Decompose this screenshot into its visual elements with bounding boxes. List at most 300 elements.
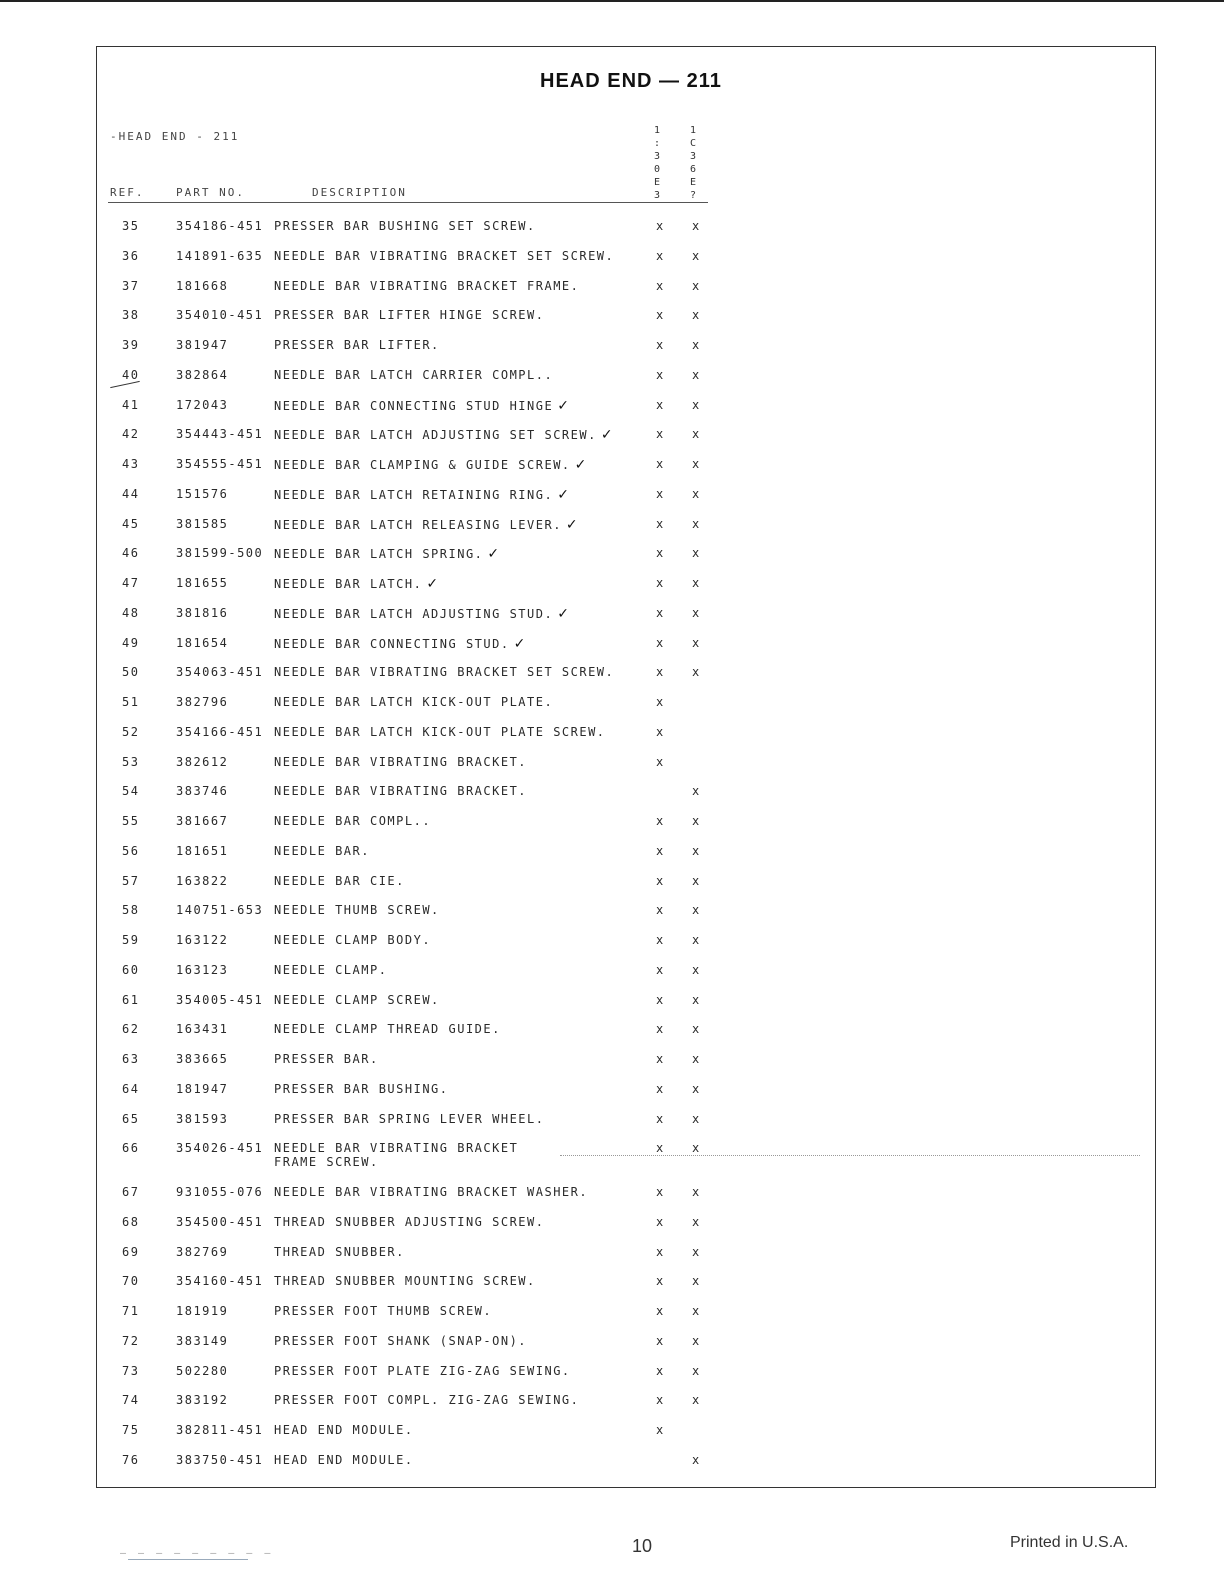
- description-text: PRESSER BAR.: [274, 1052, 379, 1066]
- table-row: [0, 1453, 1224, 1481]
- model-2-mark-text: x: [692, 635, 701, 650]
- ref-number: [122, 308, 139, 322]
- part-number-text: 354186-451: [176, 219, 264, 233]
- part-number-text: 181919: [176, 1304, 229, 1318]
- model-2-mark-text: x: [692, 367, 701, 382]
- model-1-mark: [656, 1215, 665, 1229]
- part-number-text: 140751-653: [176, 903, 264, 918]
- model-2-mark: [692, 606, 701, 620]
- model-2-mark: [692, 219, 701, 233]
- part-number-text: 354010-451: [176, 308, 264, 323]
- table-row: [0, 1423, 1224, 1451]
- table-row: [0, 398, 1224, 426]
- model-2-mark-text: x: [692, 278, 701, 293]
- ref-number-text: 51: [122, 695, 140, 709]
- ref-number: [122, 1423, 139, 1437]
- ref-number: [122, 368, 139, 382]
- description: [274, 1141, 518, 1169]
- ref-number-text: 46: [122, 546, 140, 561]
- part-number-text: 382864: [176, 367, 229, 382]
- model-2-mark-text: x: [692, 427, 701, 442]
- model-2-mark: [692, 457, 701, 471]
- model-column-char: E: [653, 177, 661, 188]
- ref-number-text: 55: [122, 814, 140, 828]
- description: [274, 606, 570, 622]
- header-part-no: PART NO.: [176, 186, 245, 199]
- model-2-mark-text: x: [692, 576, 701, 590]
- model-1-mark: [656, 1112, 665, 1126]
- model-1-mark: [656, 725, 665, 739]
- description-text: PRESSER BAR LIFTER HINGE SCREW.: [274, 308, 545, 323]
- part-number: [176, 963, 228, 977]
- part-number-text: 381816: [176, 605, 229, 620]
- part-number-text: 382612: [176, 754, 229, 769]
- description-text: PRESSER FOOT SHANK (SNAP-ON).: [274, 1333, 528, 1348]
- model-column-char: 3: [689, 151, 697, 162]
- model-1-mark-text: x: [656, 219, 665, 233]
- part-number-text: 354555-451: [176, 457, 264, 471]
- part-number: [176, 427, 263, 441]
- model-1-mark: [656, 1334, 665, 1348]
- ref-number: [122, 279, 139, 293]
- model-1-mark: [656, 427, 665, 441]
- description-text: NEEDLE BAR LATCH CARRIER COMPL..: [274, 367, 554, 382]
- table-row: [0, 1052, 1224, 1080]
- table-row: [0, 993, 1224, 1021]
- part-number-text: 151576: [176, 486, 229, 501]
- ref-number-text: 63: [122, 1052, 140, 1066]
- table-row: [0, 963, 1224, 991]
- model-2-mark: [692, 784, 701, 798]
- table-row: [0, 219, 1224, 247]
- part-number-text: 354160-451: [176, 1274, 264, 1289]
- part-number: [176, 279, 228, 293]
- model-1-mark: [656, 903, 665, 917]
- description: [274, 665, 614, 679]
- table-row: [0, 308, 1224, 336]
- table-row: [0, 636, 1224, 664]
- ref-number: [122, 1453, 139, 1467]
- footer-underline: [128, 1559, 248, 1560]
- ref-number-text: 71: [122, 1304, 140, 1318]
- header-description: DESCRIPTION: [312, 186, 407, 199]
- table-row: [0, 368, 1224, 396]
- description-text: NEEDLE BAR VIBRATING BRACKET.: [274, 754, 528, 769]
- part-number-text: 381593: [176, 1111, 229, 1126]
- ref-number: [122, 338, 139, 352]
- printed-in: Printed in U.S.A.: [1010, 1534, 1129, 1551]
- model-2-mark: [692, 993, 701, 1007]
- table-row: [0, 1245, 1224, 1273]
- model-1-mark: [656, 546, 665, 560]
- ref-number: [122, 695, 139, 709]
- description: [274, 844, 370, 858]
- description-text: NEEDLE BAR CONNECTING STUD HINGE: [274, 398, 554, 413]
- model-1-mark: [656, 844, 665, 858]
- model-2-mark-text: x: [692, 1393, 701, 1408]
- part-number: [176, 1112, 228, 1126]
- ref-number: [122, 219, 139, 233]
- model-1-mark: [656, 219, 665, 233]
- description: [274, 1364, 571, 1378]
- ref-number: [122, 427, 139, 441]
- model-2-mark: [692, 398, 701, 412]
- table-row: [0, 1274, 1224, 1302]
- description: [274, 903, 440, 917]
- ref-number-text: 48: [122, 605, 140, 620]
- description-text: NEEDLE BAR CLAMPING & GUIDE SCREW.: [274, 458, 571, 472]
- description: [274, 1215, 544, 1229]
- table-row: [0, 755, 1224, 783]
- description-text: NEEDLE CLAMP.: [274, 962, 388, 977]
- listing-subtitle: -HEAD END - 211: [110, 130, 240, 143]
- model-2-mark: [692, 1453, 701, 1467]
- ref-number: [122, 993, 139, 1007]
- description: [274, 1052, 379, 1066]
- description-text: PRESSER BAR BUSHING SET SCREW.: [274, 219, 536, 233]
- description-text: PRESSER FOOT COMPL. ZIG-ZAG SEWING.: [274, 1393, 580, 1408]
- model-1-mark: [656, 993, 665, 1007]
- description-text: NEEDLE BAR LATCH RETAINING RING.: [274, 487, 554, 502]
- part-number-text: 354005-451: [176, 992, 264, 1007]
- part-number: [176, 844, 228, 858]
- description-text: NEEDLE BAR LATCH.: [274, 577, 423, 591]
- model-1-mark-text: x: [656, 814, 665, 828]
- model-1-mark-text: x: [656, 903, 665, 918]
- part-number: [176, 903, 263, 917]
- description-text: THREAD SNUBBER.: [274, 1244, 405, 1259]
- model-1-mark-text: x: [656, 546, 665, 561]
- part-number: [176, 665, 263, 679]
- model-1-mark-text: x: [656, 635, 665, 650]
- model-1-mark-text: x: [656, 308, 665, 323]
- model-1-mark: [656, 517, 665, 531]
- model-2-mark: [692, 1141, 701, 1155]
- description: [274, 1022, 501, 1036]
- model-2-mark-text: x: [692, 308, 701, 323]
- description-text: NEEDLE BAR VIBRATING BRACKET SET SCREW.: [274, 248, 615, 263]
- part-number-text: 382811-451: [176, 1423, 264, 1437]
- model-1-mark-text: x: [656, 1214, 665, 1229]
- model-1-mark-text: x: [656, 724, 665, 739]
- model-2-mark: [692, 338, 701, 352]
- model-2-mark: [692, 279, 701, 293]
- check-mark-icon: ✓: [565, 516, 580, 533]
- model-column-char: :: [653, 138, 661, 149]
- description: [274, 1082, 449, 1096]
- model-2-mark-text: x: [692, 516, 701, 531]
- model-1-mark: [656, 1022, 665, 1036]
- table-row: [0, 784, 1224, 812]
- model-2-mark: [692, 1364, 701, 1378]
- model-column-char: C: [689, 138, 697, 149]
- ref-number-text: 43: [122, 457, 140, 471]
- model-1-mark-text: x: [656, 1141, 665, 1156]
- model-1-mark: [656, 308, 665, 322]
- ref-number: [122, 576, 139, 590]
- model-1-mark: [656, 457, 665, 471]
- description: [274, 1453, 414, 1467]
- ref-number-text: 68: [122, 1214, 140, 1229]
- description: [274, 784, 527, 798]
- model-1-mark: [656, 665, 665, 679]
- model-2-mark-text: x: [692, 1333, 701, 1348]
- model-1-mark-text: x: [656, 962, 665, 977]
- part-number-text: 181668: [176, 278, 229, 293]
- model-2-mark: [692, 308, 701, 322]
- model-1-mark-text: x: [656, 367, 665, 382]
- model-1-mark: [656, 1304, 665, 1318]
- model-2-mark-text: x: [692, 546, 701, 561]
- model-1-mark: [656, 487, 665, 501]
- description-text: NEEDLE BAR LATCH KICK-OUT PLATE.: [274, 695, 554, 709]
- model-1-mark: [656, 1185, 665, 1199]
- description-text: NEEDLE CLAMP THREAD GUIDE.: [274, 1022, 501, 1037]
- model-2-mark: [692, 546, 701, 560]
- description: [274, 576, 440, 592]
- part-number: [176, 1082, 228, 1096]
- ref-number: [122, 814, 139, 828]
- part-number-text: 383192: [176, 1393, 229, 1408]
- model-2-mark: [692, 1215, 701, 1229]
- ref-number: [122, 398, 139, 412]
- description: [274, 427, 614, 443]
- description: [274, 1245, 405, 1259]
- model-1-mark-text: x: [656, 1333, 665, 1348]
- part-number: [176, 933, 228, 947]
- part-number-text: 383746: [176, 784, 229, 799]
- description-text: NEEDLE BAR VIBRATING BRACKET WASHER.: [274, 1185, 589, 1199]
- part-number: [176, 1334, 228, 1348]
- model-2-mark-text: x: [692, 1244, 701, 1259]
- model-1-mark: [656, 249, 665, 263]
- ref-number: [122, 1393, 139, 1407]
- description-text: NEEDLE CLAMP SCREW.: [274, 992, 440, 1007]
- model-column-char: 6: [689, 164, 697, 175]
- model-2-mark-text: x: [692, 1185, 701, 1199]
- part-number-text: 163122: [176, 933, 229, 947]
- model-2-mark-text: x: [692, 457, 701, 471]
- model-1-mark-text: x: [656, 665, 665, 680]
- model-1-mark: [656, 636, 665, 650]
- model-2-mark-text: x: [692, 1022, 701, 1037]
- description-text: HEAD END MODULE.: [274, 1423, 414, 1437]
- model-2-mark-text: x: [692, 962, 701, 977]
- description: [274, 1185, 588, 1199]
- part-number-text: 181651: [176, 843, 229, 858]
- model-1-mark-text: x: [656, 1363, 665, 1378]
- model-1-mark-text: x: [656, 605, 665, 620]
- model-2-mark: [692, 1304, 701, 1318]
- ref-number: [122, 1185, 139, 1199]
- model-1-mark-text: x: [656, 873, 665, 888]
- ref-number-text: 70: [122, 1274, 140, 1289]
- ref-number-text: 49: [122, 635, 140, 650]
- ref-number: [122, 844, 139, 858]
- model-1-mark-text: x: [656, 1185, 665, 1199]
- ref-number: [122, 755, 139, 769]
- model-1-mark-text: x: [656, 1274, 665, 1289]
- model-1-mark-text: x: [656, 992, 665, 1007]
- table-row: [0, 1185, 1224, 1213]
- description-text: NEEDLE BAR CONNECTING STUD.: [274, 636, 510, 651]
- ref-number: [122, 636, 139, 650]
- model-column-char: E: [689, 177, 697, 188]
- ref-number-text: 69: [122, 1244, 140, 1259]
- part-number: [176, 1364, 228, 1378]
- ref-number: [122, 903, 139, 917]
- model-1-mark: [656, 1052, 665, 1066]
- model-2-mark: [692, 1245, 701, 1259]
- ref-number: [122, 1215, 139, 1229]
- ref-number-text: 42: [122, 427, 140, 442]
- part-number: [176, 1393, 228, 1407]
- part-number: [176, 398, 228, 412]
- ref-number-text: 44: [122, 486, 140, 501]
- part-number: [176, 308, 263, 322]
- description-text: PRESSER BAR LIFTER.: [274, 338, 440, 352]
- check-mark-icon: ✓: [557, 486, 571, 503]
- model-2-mark-text: x: [692, 1081, 701, 1096]
- part-number: [176, 457, 263, 471]
- table-row: [0, 1334, 1224, 1362]
- description-text: NEEDLE THUMB SCREW.: [274, 903, 440, 918]
- model-1-mark: [656, 1423, 665, 1437]
- table-row: [0, 576, 1224, 604]
- part-number: [176, 874, 228, 888]
- ref-number-text: 35: [122, 219, 140, 233]
- model-2-mark-text: x: [692, 1274, 701, 1289]
- model-2-mark: [692, 933, 701, 947]
- part-number-text: 383149: [176, 1333, 229, 1348]
- table-row: [0, 606, 1224, 634]
- part-number-text: 181655: [176, 576, 229, 590]
- ref-number: [122, 1274, 139, 1288]
- description: [274, 457, 588, 473]
- check-mark-icon: ✓: [600, 427, 615, 444]
- description: [274, 308, 544, 322]
- description-text: NEEDLE BAR VIBRATING BRACKET.: [274, 784, 528, 799]
- part-number: [176, 219, 263, 233]
- model-2-mark: [692, 903, 701, 917]
- description-text: HEAD END MODULE.: [274, 1452, 414, 1467]
- model-2-mark-text: x: [692, 784, 701, 799]
- top-rule: [0, 0, 1224, 2]
- model-2-mark-text: x: [692, 1141, 701, 1156]
- description: [274, 338, 440, 352]
- ref-number-text: 60: [122, 962, 140, 977]
- model-1-mark: [656, 279, 665, 293]
- ref-number-text: 36: [122, 248, 140, 263]
- model-2-mark-text: x: [692, 248, 701, 263]
- description: [274, 546, 501, 562]
- part-number: [176, 784, 228, 798]
- part-number-text: 172043: [176, 397, 229, 412]
- model-2-mark: [692, 427, 701, 441]
- part-number-text: 163431: [176, 1022, 229, 1037]
- part-number: [176, 546, 263, 560]
- page-number: 10: [632, 1536, 653, 1556]
- model-2-mark: [692, 517, 701, 531]
- model-2-mark-text: x: [692, 814, 701, 828]
- model-column-char: 1: [689, 125, 697, 136]
- model-2-mark-text: x: [692, 1363, 701, 1378]
- ref-number-text: 41: [122, 397, 140, 412]
- check-mark-icon: ✓: [557, 397, 571, 414]
- model-2-mark-text: x: [692, 873, 701, 888]
- ref-number: [122, 487, 139, 501]
- table-row: [0, 279, 1224, 307]
- model-1-mark-text: x: [656, 1423, 665, 1437]
- model-2-mark: [692, 814, 701, 828]
- model-2-mark: [692, 1334, 701, 1348]
- model-1-mark-text: x: [656, 933, 665, 947]
- description: [274, 1274, 536, 1288]
- model-1-mark: [656, 874, 665, 888]
- table-row: [0, 517, 1224, 545]
- page-title: HEAD END — 211: [540, 70, 722, 92]
- ref-number-text: 74: [122, 1393, 140, 1408]
- model-1-mark-text: x: [656, 576, 665, 590]
- description: [274, 814, 431, 828]
- description-text: PRESSER FOOT THUMB SCREW.: [274, 1304, 493, 1318]
- description: [274, 1334, 527, 1348]
- part-number: [176, 487, 228, 501]
- description-text: NEEDLE BAR VIBRATING BRACKET: [274, 1141, 519, 1156]
- part-number-text: 383665: [176, 1052, 229, 1066]
- description-text: NEEDLE BAR VIBRATING BRACKET FRAME.: [274, 278, 580, 293]
- model-2-mark-text: x: [692, 843, 701, 858]
- description: [274, 1393, 579, 1407]
- table-row: [0, 1393, 1224, 1421]
- part-number-text: 382796: [176, 695, 229, 709]
- part-number-text: 381947: [176, 338, 229, 352]
- ref-number-text: 45: [122, 516, 140, 531]
- description: [274, 933, 431, 947]
- model-column-char: 3: [653, 151, 661, 162]
- model-1-mark: [656, 1082, 665, 1096]
- model-2-mark: [692, 1112, 701, 1126]
- model-column-char: 3: [653, 190, 661, 201]
- ref-number-text: 61: [122, 992, 140, 1007]
- model-2-mark-text: x: [692, 665, 701, 680]
- model-2-mark-text: x: [692, 219, 701, 233]
- part-number: [176, 1141, 263, 1155]
- ref-number-text: 50: [122, 665, 140, 680]
- model-1-mark-text: x: [656, 397, 665, 412]
- ref-number-text: 72: [122, 1333, 140, 1348]
- model-2-mark: [692, 844, 701, 858]
- ref-number-text: 75: [122, 1423, 140, 1437]
- description: [274, 1112, 544, 1126]
- part-number: [176, 1245, 228, 1259]
- model-column-2: [686, 124, 700, 202]
- ref-number: [122, 1245, 139, 1259]
- model-1-mark: [656, 1245, 665, 1259]
- header-rule: [108, 202, 708, 203]
- ref-number-text: 38: [122, 308, 140, 323]
- ref-number: [122, 249, 139, 263]
- ref-number: [122, 1082, 139, 1096]
- part-number-text: 354500-451: [176, 1214, 264, 1229]
- model-1-mark-text: x: [656, 1393, 665, 1408]
- model-2-mark-text: x: [692, 1452, 701, 1467]
- ref-number-text: 66: [122, 1141, 140, 1156]
- ref-number-text: 53: [122, 754, 140, 769]
- description-text: NEEDLE CLAMP BODY.: [274, 933, 432, 947]
- description: [274, 368, 553, 382]
- part-number: [176, 1185, 263, 1199]
